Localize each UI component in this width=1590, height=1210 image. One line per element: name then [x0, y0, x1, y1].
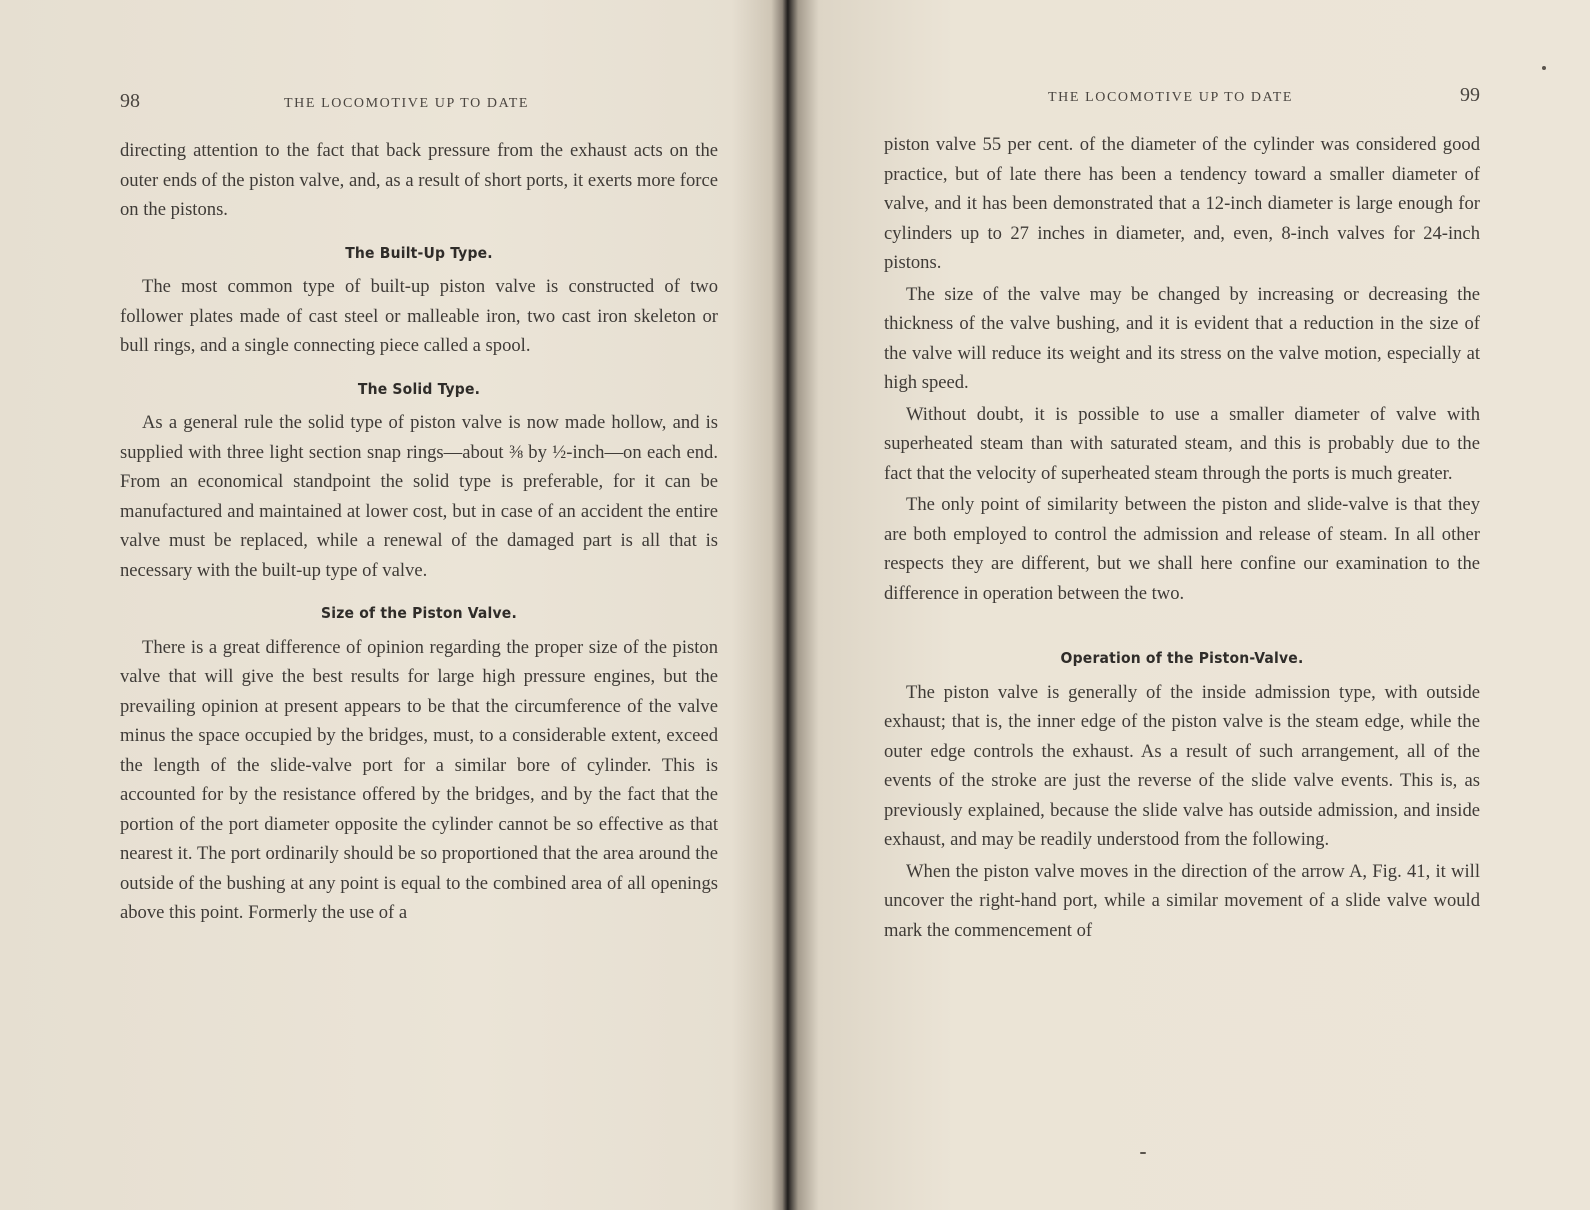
right-page-number: 99 [1460, 84, 1480, 106]
intro-paragraph: directing attention to the fact that back pressure from the exhaust acts on the outer ends of the piston valve, and, as a result of short ports, it exerts more force on the pistons. [120, 140, 718, 220]
size-change-paragraph: The size of the valve may be changed by increasing or decreasing the thickness of the valve bushing, and it is evident that a reduction in the size of the valve will reduce its weight and its stress on the valve motion, especially at high speed. [884, 283, 1480, 393]
right-running-head: THE LOCOMOTIVE UP TO DATE [1048, 90, 1294, 105]
operation-paragraph: The piston valve is generally of the inside admission type, with outside exhaust; that is, the inner edge of the piston valve is the steam edge, while the outer edge controls the exhaust. As a result of such arrangement, all of the events of the stroke are just the reverse of the slide valve events. This is, as previously explained, because the slide valve has outside admission, and inside exhaust, and may be readily understood from the following. [884, 681, 1480, 850]
left-page [0, 0, 780, 1210]
heading-size-of-piston-valve: Size of the Piston Valve. [321, 604, 517, 622]
continuation-paragraph: piston valve 55 per cent. of the diameter of the cylinder was considered good practice, but of late there has been a tendency toward a smaller diameter of valve, and it has been demonstrated that a 12-inch diameter is large enough for cylinders up to 27 inches in diameter, and, even, 8-inch valves for 24-inch pistons. [884, 134, 1480, 273]
heading-solid-type: The Solid Type. [357, 379, 481, 398]
left-page-body [120, 136, 718, 928]
right-page [790, 0, 1590, 1210]
solid-type-paragraph: As a general rule the solid type of piston valve is now made hollow, and is supplied with three light section snap rings—about ⅜ by ½-inch—on each end. From an economical standpoint the solid type is preferable, for it can be manufactured and maintained at lower cost, but in case of an accident the entire valve must be replaced, while a renewal of the damaged part is all that is necessary with the built-up type of valve. [120, 412, 718, 581]
heading-built-up-type: The Built-Up Type. [345, 243, 493, 262]
left-running-head: THE LOCOMOTIVE UP TO DATE [284, 96, 530, 111]
heading-operation-of-piston-valve: Operation of the Piston-Valve. [1060, 649, 1304, 667]
right-page-body [884, 130, 1480, 945]
built-up-paragraph: The most common type of built-up piston valve is constructed of two follower plates made of cast steel or malleable iron, two cast iron skeleton or bull rings, and a single connecting piece called a spool. [120, 276, 718, 356]
superheated-paragraph: Without doubt, it is possible to use a smaller diameter of valve with superheated steam than with saturated steam, and this is probably due to the fact that the velocity of superheated steam through the ports is much greater. [884, 403, 1480, 484]
paper-speck [1140, 1152, 1146, 1154]
size-paragraph: There is a great difference of opinion regarding the proper size of the piston valve that will give the best results for large high pressure engines, but the prevailing opinion at present appears to be that the circumference of the valve minus the space occupied by the bridges, must, to a considerable extent, exceed the length of the slide-valve port for a similar bore of cylinder. This is accounted for by the resistance offered by the bridges, and by the fact that the portion of the port diameter opposite the cylinder cannot be so effective as that nearest it. The port ordinarily should be so proportioned that the area around the outside of the bushing at any point is equal to the combined area of all openings above this point. Formerly the use of a [120, 636, 718, 923]
arrow-paragraph: When the piston valve moves in the direction of the arrow A, Fig. 41, it will uncover the right-hand port, while a similar movement of a slide valve would mark the commencement of [884, 860, 1480, 941]
similarity-paragraph: The only point of similarity between the piston and slide-valve is that they are both employed to control the admission and release of steam. In all other respects they are different, but we shall here confine our examination to the difference in operation between the two. [884, 494, 1480, 604]
paper-speck [1542, 66, 1546, 70]
left-page-number: 98 [120, 90, 140, 112]
